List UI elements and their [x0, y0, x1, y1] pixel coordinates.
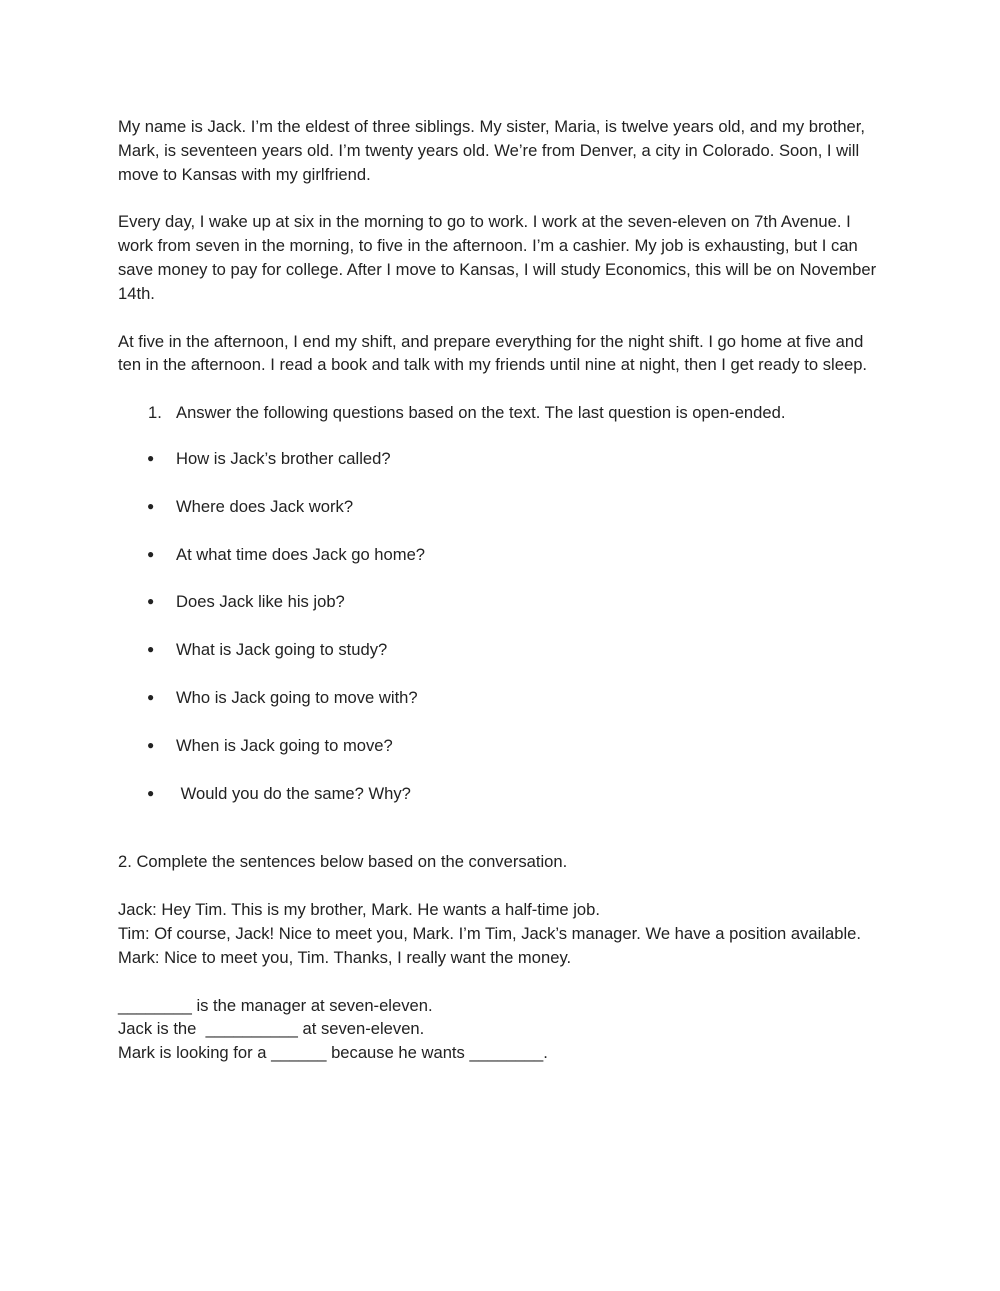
list-item	[118, 782, 888, 806]
question-text: What is Jack going to study?	[176, 640, 388, 660]
fill-in-sentence: Jack is the __________ at seven-eleven.	[118, 1019, 425, 1039]
list-item	[118, 447, 888, 471]
list-item	[118, 734, 888, 758]
question-text: At what time does Jack go home?	[176, 544, 426, 564]
dialog-line-mark: Mark: Nice to meet you, Tim. Thanks, I really want the money.	[118, 947, 572, 967]
conversation	[118, 898, 888, 969]
question-text: Would you do the same? Why?	[176, 783, 411, 803]
question-list	[118, 447, 888, 805]
question-text: Where does Jack work?	[176, 496, 354, 516]
question-1-text: Answer the following questions based on the text. The last question is open-ended.	[176, 403, 786, 423]
list-item	[118, 638, 888, 662]
question-1-title	[118, 401, 888, 425]
question-text: Who is Jack going to move with?	[176, 687, 418, 707]
list-item	[118, 686, 888, 710]
question-1-number: 1.	[148, 403, 162, 423]
worksheet-page	[118, 115, 888, 1065]
paragraph-evening: At five in the afternoon, I end my shift, and prepare everything for the night shift. I go home at five and ten in the afternoon. I read a book and talk with my friends until nine at night, then I get ready to sleep.	[118, 331, 868, 375]
bullet-icon: ●	[147, 498, 155, 513]
paragraph-work: Every day, I wake up at six in the morning to go to work. I work at the seven-eleven on 7th Avenue. I work from seven in the morning, to five in the afternoon. I’m a cashier. My job is exhausting, but I can save money to pay for college. After I move to Kansas, I will study Economics, this will be on November 14th.	[118, 212, 877, 303]
fill-in-sentence: Mark is looking for a ______ because he wants ________.	[118, 1043, 548, 1063]
bullet-icon: ●	[147, 642, 155, 657]
section-2-title: 2. Complete the sentences below based on the conversation.	[118, 852, 568, 872]
question-text: When is Jack going to move?	[176, 735, 393, 755]
list-item	[118, 495, 888, 519]
bullet-icon: ●	[147, 785, 155, 800]
question-text: Does Jack like his job?	[176, 592, 345, 612]
bullet-icon: ●	[147, 546, 155, 561]
bullet-icon: ●	[147, 737, 155, 752]
list-item	[118, 590, 888, 614]
dialog-line-jack: Jack: Hey Tim. This is my brother, Mark. He wants a half-time job.	[118, 900, 600, 920]
bullet-icon: ●	[147, 450, 155, 465]
question-text: How is Jack’s brother called?	[176, 448, 391, 468]
list-item	[118, 543, 888, 567]
paragraph-intro: My name is Jack. I’m the eldest of three siblings. My sister, Maria, is twelve years old, and my brother, Mark, is seventeen years old. I’m twenty years old. We’re from Denver, a city in Colorado. Soon, I will move to Kansas with my girlfriend.	[118, 117, 866, 184]
bullet-icon: ●	[147, 689, 155, 704]
fill-in-sentence: ________ is the manager at seven-eleven.	[118, 995, 433, 1015]
fill-in-sentences	[118, 994, 888, 1065]
bullet-icon: ●	[147, 594, 155, 609]
dialog-line-tim: Tim: Of course, Jack! Nice to meet you, Mark. I’m Tim, Jack’s manager. We have a position available.	[118, 923, 862, 943]
